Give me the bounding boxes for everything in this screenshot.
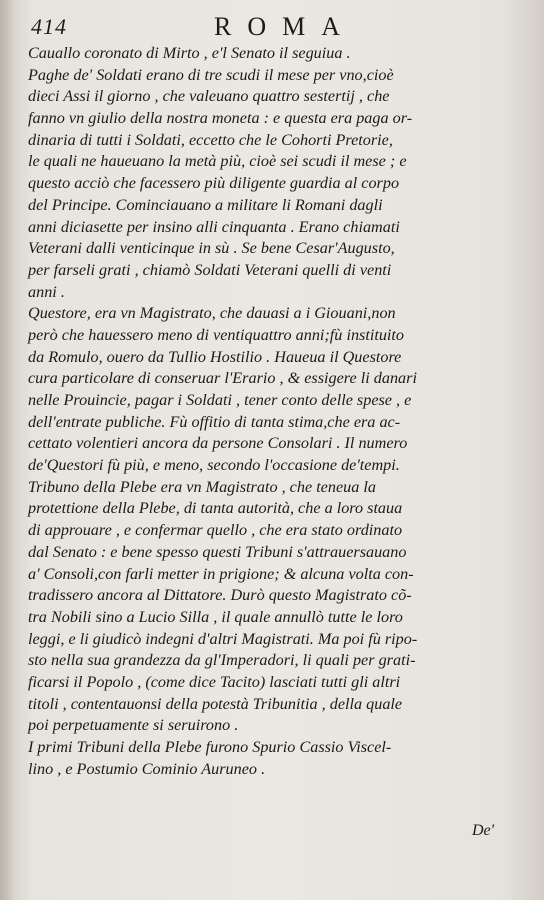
running-title: ROMA [214,12,357,41]
text-line: Cauallo coronato di Mirto , e'l Senato il seguiua . [28,44,351,62]
text-line: tradissero ancora al Dittatore. Durò questo Magistrato cõ- [28,586,412,605]
text-line: tra Nobili sino a Lucio Silla , il quale annullò tutte le loro [28,607,403,626]
text-line: cettato volentieri ancora da persone Consolari . Il numero [28,434,408,453]
text-line: però che hauessero meno di ventiquattro anni;fù instituito [28,325,405,344]
text-line: Questore, era vn Magistrato, che dauasi a i Giouani,non [28,304,396,323]
page-header [28,10,528,44]
text-line: Tribuno della Plebe era vn Magistrato , che teneua la [28,477,376,496]
text-line: Paghe de' Soldati erano di tre scudi il mese per vno,cioè [28,65,394,84]
text-line: anni . [28,282,65,301]
text-line: questo acciò che facessero più diligente guardia al corpo [28,174,400,193]
text-line: di approuare , e confermar quello , che era stato ordinato [28,521,403,540]
text-line: fanno vn giulio della nostra moneta : e questa era paga or- [28,109,413,128]
text-line: nelle Prouincie, pagar i Soldati , tener conto delle spese , e [28,391,412,409]
text-line: leggi, e li giudicò indegni d'altri Magistrati. Ma poi fù ripo- [28,629,418,648]
page-gutter-shadow [0,0,14,900]
text-line: lino , e Postumio Cominio Auruneo . [28,759,266,778]
text-line: le quali ne haueuano la metà più, cioè sei scudi il mese ; e [28,152,407,171]
text-line: de'Questori fù più, e meno, secondo l'occasione de'tempi. [28,456,400,475]
text-line: dieci Assi il giorno , che valeuano quattro sestertij , che [28,87,390,106]
catchword: De' [472,822,495,839]
text-line: per farseli grati , chiamò Soldati Veterani quelli di venti [28,260,392,279]
page-number: 414 [31,14,67,39]
text-line: dal Senato : e bene spesso questi Tribuni s'attrauersauano [28,542,407,561]
text-line: del Principe. Cominciauano a militare li Romani dagli [28,195,383,214]
text-line: anni diciasette per insino alli cinquanta . Erano chiamati [28,217,400,236]
text-line: Veterani dalli venticinque in sù . Se bene Cesar'Augusto, [28,239,395,258]
text-line: a' Consoli,con farli metter in prigione; & alcuna volta con- [28,564,414,583]
text-line: protettione della Plebe, di tanta autorità, che a loro staua [28,499,403,518]
text-line: sto nella sua grandezza da gl'Imperadori, li quali per grati- [28,651,416,670]
text-line: dell'entrate publiche. Fù offitio di tanta stima,che era ac- [28,412,401,431]
text-line: dinaria di tutti i Soldati, eccetto che le Cohorti Pretorie, [28,130,393,149]
text-line: cura particolare di conseruar l'Erario , & essigere li danari [28,369,417,388]
text-line: da Romulo, ouero da Tullio Hostilio . Haueua il Questore [28,347,402,366]
text-line: ficarsi il Popolo , (come dice Tacito) lasciati tutti gli altri [28,672,401,691]
text-line: poi perpetuamente si seruirono . [28,716,239,735]
text-line: titoli , contentauonsi della potestà Tribunitia , della quale [28,694,403,713]
body-text [28,43,518,780]
text-line: I primi Tribuni della Plebe furono Spurio Cassio Viscel- [28,738,392,756]
